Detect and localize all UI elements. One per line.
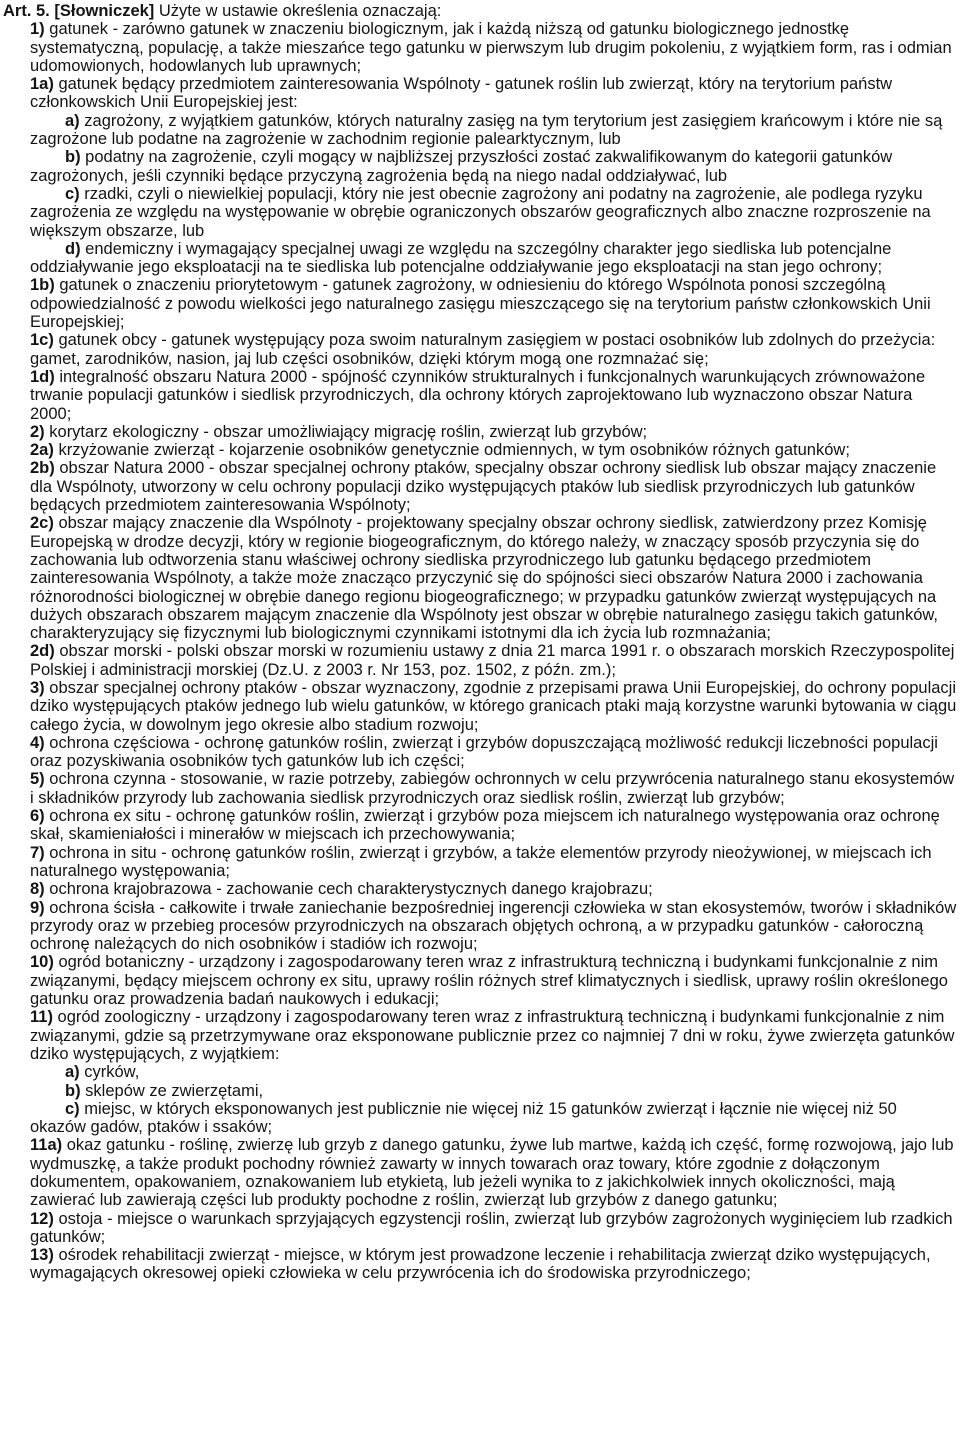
item-text: obszar specjalnej ochrony ptaków - obszar wyznaczony, zgodnie z przepisami prawa Unii Europejskiej, do ochrony populacji dziko występujących ptaków jednego lub wielu gatunków, w którego granicach ptaki mają korzystne warunki bytowania w ciągu całego życia, w dowolnym jego okresie albo stadium rozwoju;	[30, 678, 957, 734]
item-code: 4)	[30, 733, 45, 752]
item-code: 2)	[30, 422, 45, 441]
item-code: 11)	[30, 1008, 53, 1027]
item-text: obszar Natura 2000 - obszar specjalnej ochrony ptaków, specjalny obszar ochrony siedlisk lub obszar mający znaczenie dla Wspólnoty, utworzony w celu ochrony populacji dziko występujących ptaków lub siedlisk przyrodniczych lub gatunków będących przedmiotem zainteresowania Wspólnoty;	[30, 459, 937, 515]
item-code: a)	[65, 111, 80, 130]
item-code: 12)	[30, 1209, 54, 1228]
definition-item	[3, 844, 957, 881]
item-text: gatunek o znaczeniu priorytetowym - gatunek zagrożony, w odniesieniu do którego Wspólnota ponosi szczególną odpowiedzialność z powodu wielkości jego naturalnego zasięgu mieszczącego się na terytorium państw członkowskich Unii Europejskiej;	[30, 276, 931, 332]
item-code: a)	[65, 1063, 80, 1082]
item-code: 2a)	[30, 441, 54, 460]
article-intro: Użyte w ustawie określenia oznaczają:	[158, 2, 442, 20]
item-code: 11a)	[30, 1136, 63, 1155]
item-text: obszar morski - polski obszar morski w rozumieniu ustawy z dnia 21 marca 1991 r. o obszarach morskich Rzeczypospolitej Polskiej i administracji morskiej (Dz.U. z 2003 r. Nr 153, poz. 1502, z późn. zm.);	[30, 642, 955, 679]
definition-item	[3, 807, 957, 844]
item-text: okaz gatunku - roślinę, zwierzę lub grzyb z danego gatunku, żywe lub martwe, każdą ich część, formę rozwojową, jajo lub wydmuszkę, a także produkt pochodny również zawarty w innych towarach oraz towary, które zgodnie z dołączonym dokumentem, opakowaniem, oznakowaniem lub etykietą, lub jeżeli wynika to z jakichkolwiek innych okoliczności, mają zawierać lub zawierają części lub produkty pochodne z roślin, zwierząt lub grzybów z danego gatunku;	[30, 1136, 954, 1210]
item-text: ochrona częściowa - ochronę gatunków roślin, zwierząt i grzybów dopuszczającą możliwość redukcji liczebności populacji oraz pozyskiwania osobników tych gatunków lub ich części;	[30, 733, 938, 771]
definition-item	[3, 423, 957, 441]
definition-item	[3, 75, 957, 112]
item-text: miejsc, w których eksponowanych jest publicznie nie więcej niż 15 gatunków zwierząt i łącznie nie więcej niż 50 okazów gadów, ptaków i ssaków;	[30, 1099, 897, 1137]
item-code: 6)	[30, 807, 45, 826]
definition-item	[3, 514, 957, 642]
definition-item	[3, 642, 957, 679]
definition-item	[3, 20, 957, 75]
item-text: ostoja - miejsce o warunkach sprzyjających egzystencji roślin, zwierząt lub grzybów zagrożonych wyginięciem lub rzadkich gatunków;	[30, 1209, 953, 1246]
definition-item	[3, 459, 957, 514]
article-tag: [Słowniczek]	[54, 2, 155, 20]
item-text: gatunek będący przedmiotem zainteresowania Wspólnoty - gatunek roślin lub zwierząt, który na terytorium państw członkowskich Unii Europejskiej jest:	[30, 75, 893, 112]
item-text: krzyżowanie zwierząt - kojarzenie osobników genetycznie odmiennych, w tym osobników różnych gatunków;	[58, 441, 850, 460]
item-text: rzadki, czyli o niewielkiej populacji, który nie jest obecnie zagrożony ani podatny na zagrożenie, ale podlega ryzyku zagrożenia ze względu na występowanie w obrębie ograniczonych obszarów geograficznych albo znaczne rozproszenie na większym obszarze, lub	[30, 184, 931, 240]
item-text: cyrków,	[84, 1063, 140, 1082]
item-code: 2d)	[30, 642, 55, 661]
item-text: korytarz ekologiczny - obszar umożliwiający migrację roślin, zwierząt lub grzybów;	[49, 422, 648, 441]
definition-item	[3, 441, 957, 459]
item-code: 1b)	[30, 276, 55, 295]
item-code: 13)	[30, 1246, 54, 1265]
item-code: 7)	[30, 843, 45, 862]
item-text: integralność obszaru Natura 2000 - spójność czynników strukturalnych i funkcjonalnych warunkujących zrównoważone trwanie populacji gatunków i siedlisk przyrodniczych, dla ochrony których zaprojektowano lub wyznaczono obszar Natura 2000;	[30, 367, 926, 423]
definition-item	[3, 770, 957, 807]
definition-subitem	[3, 112, 957, 149]
item-text: ośrodek rehabilitacji zwierząt - miejsce, w którym jest prowadzone leczenie i rehabilitacja zwierząt dziko występujących, wymagających okresowej opieki człowieka w celu przywrócenia ich do środowiska przyrodniczego;	[30, 1246, 931, 1283]
item-text: ochrona in situ - ochronę gatunków roślin, zwierząt i grzybów, a także elementów przyrody nieożywionej, w miejscach ich naturalnego występowania;	[30, 843, 932, 880]
definition-item	[3, 1136, 957, 1209]
item-text: gatunek - zarówno gatunek w znaczeniu biologicznym, jak i każdą niższą od gatunku biologicznego jednostkę systematyczną, populację, a także mieszańce tego gatunku w pierwszym lub drugim pokoleniu, z wyjątkiem form, ras i odmian udomowionych, hodowlanych lub uprawnych;	[30, 20, 952, 75]
definition-item	[3, 368, 957, 423]
definition-item	[3, 880, 957, 898]
item-text: ochrona czynna - stosowanie, w razie potrzeby, zabiegów ochronnych w celu przywrócenia naturalnego stanu ekosystemów i składników przyrody lub zachowania siedlisk przyrodniczych oraz siedlisk roślin, zwierząt lub grzybów;	[30, 770, 955, 807]
item-code: 2b)	[30, 459, 55, 478]
item-code: 1c)	[30, 331, 54, 350]
item-code: 3)	[30, 678, 45, 697]
item-text: sklepów ze zwierzętami,	[85, 1081, 264, 1100]
item-text: ochrona ścisła - całkowite i trwałe zaniechanie bezpośredniej ingerencji człowieka w stan ekosystemów, tworów i składników przyrody oraz w przebieg procesów przyrodniczych na obszarach objętych ochroną, a w przypadku gatunków - całoroczną ochronę należących do nich osobników i stadiów ich rozwoju;	[30, 898, 957, 954]
definition-subitem	[3, 1063, 957, 1081]
definition-item	[3, 331, 957, 368]
item-code: 8)	[30, 880, 45, 899]
definition-subitem	[3, 240, 957, 277]
item-code: c)	[65, 1099, 80, 1118]
item-text: ochrona ex situ - ochronę gatunków roślin, zwierząt i grzybów poza miejscem ich naturalnego występowania oraz ochronę skał, skamieniałości i minerałów w miejscach ich przechowywania;	[30, 807, 940, 844]
item-code: 2c)	[30, 514, 54, 533]
definition-item	[3, 1008, 957, 1063]
item-text: endemiczny i wymagający specjalnej uwagi ze względu na szczególny charakter jego siedliska lub potencjalne oddziaływanie jego eksploatacji na te siedliska lub potencjalne oddziaływanie jego eksploatacji na stan jego ochrony;	[30, 239, 892, 277]
item-code: 5)	[30, 770, 45, 789]
definition-list	[3, 20, 957, 1282]
item-code: b)	[65, 148, 81, 167]
article-header	[3, 2, 957, 20]
item-code: 1d)	[30, 367, 55, 386]
item-text: ogród zoologiczny - urządzony i zagospodarowany teren wraz z infrastrukturą techniczną i budynkami funkcjonalnie z nim związanymi, gdzie są przetrzymywane oraz eksponowane publicznie przez co najmniej 7 dni w roku, żywe zwierzęta gatunków dziko występujących, z wyjątkiem:	[30, 1008, 955, 1063]
item-text: ogród botaniczny - urządzony i zagospodarowany teren wraz z infrastrukturą techniczną i budynkami funkcjonalnie z nim związanymi, będący miejscem ochrony ex situ, uprawy roślin różnych stref klimatycznych i siedlisk, uprawy roślin określonego gatunku oraz prowadzenia badań naukowych i edukacji;	[30, 953, 948, 1009]
item-code: 1)	[30, 20, 45, 39]
item-code: b)	[65, 1081, 81, 1100]
item-text: obszar mający znaczenie dla Wspólnoty - projektowany specjalny obszar ochrony siedlisk, zatwierdzony przez Komisję Europejską w drodze decyzji, który w regionie biogeograficznym, do którego należy, w znaczący sposób przyczynia się do zachowania lub odtworzenia stanu właściwej ochrony siedliska przyrodniczego lub gatunku będącego przedmiotem zainteresowania Wspólnoty, a także może znacząco przyczynić się do spójności sieci obszarów Natura 2000 i zachowania różnorodności biologicznej w obrębie danego regionu biogeograficznego; w przypadku gatunków zwierząt występujących na dużych obszarach obszarem mającym znaczenie dla Wspólnoty jest obszar w obrębie naturalnego zasięgu takich gatunków, charakteryzujący się fizycznymi lub biologicznymi czynnikami istotnymi dla ich życia lub rozmnażania;	[30, 514, 938, 643]
definition-subitem	[3, 1100, 957, 1137]
item-code: 1a)	[30, 75, 54, 94]
item-code: 9)	[30, 898, 45, 917]
definition-subitem	[3, 1082, 957, 1100]
item-text: zagrożony, z wyjątkiem gatunków, których naturalny zasięg na tym terytorium jest zasięgiem krańcowym i które nie są zagrożone lub podatne na zagrożenie w zachodnim regionie palearktycznym, lub	[30, 111, 943, 149]
article-number: Art. 5.	[3, 2, 50, 20]
definition-subitem	[3, 148, 957, 185]
definition-item	[3, 276, 957, 331]
item-code: 10)	[30, 953, 54, 972]
definition-item	[3, 899, 957, 954]
definition-item	[3, 679, 957, 734]
item-code: d)	[65, 239, 81, 258]
item-code: c)	[65, 184, 80, 203]
item-text: ochrona krajobrazowa - zachowanie cech charakterystycznych danego krajobrazu;	[49, 880, 653, 899]
definition-item	[3, 1246, 957, 1283]
item-text: gatunek obcy - gatunek występujący poza swoim naturalnym zasięgiem w postaci osobników lub zdolnych do przeżycia: gamet, zarodników, nasion, jaj lub części osobników, dzięki którym mogą one rozmnażać się;	[30, 331, 936, 368]
definition-item	[3, 1210, 957, 1247]
definition-subitem	[3, 185, 957, 240]
item-text: podatny na zagrożenie, czyli mogący w najbliższej przyszłości zostać zakwalifikowanym do kategorii gatunków zagrożonych, jeśli czynniki będące przyczyną zagrożenia będą na niego nadal oddziaływać, lub	[30, 148, 893, 185]
definition-item	[3, 734, 957, 771]
definition-item	[3, 953, 957, 1008]
